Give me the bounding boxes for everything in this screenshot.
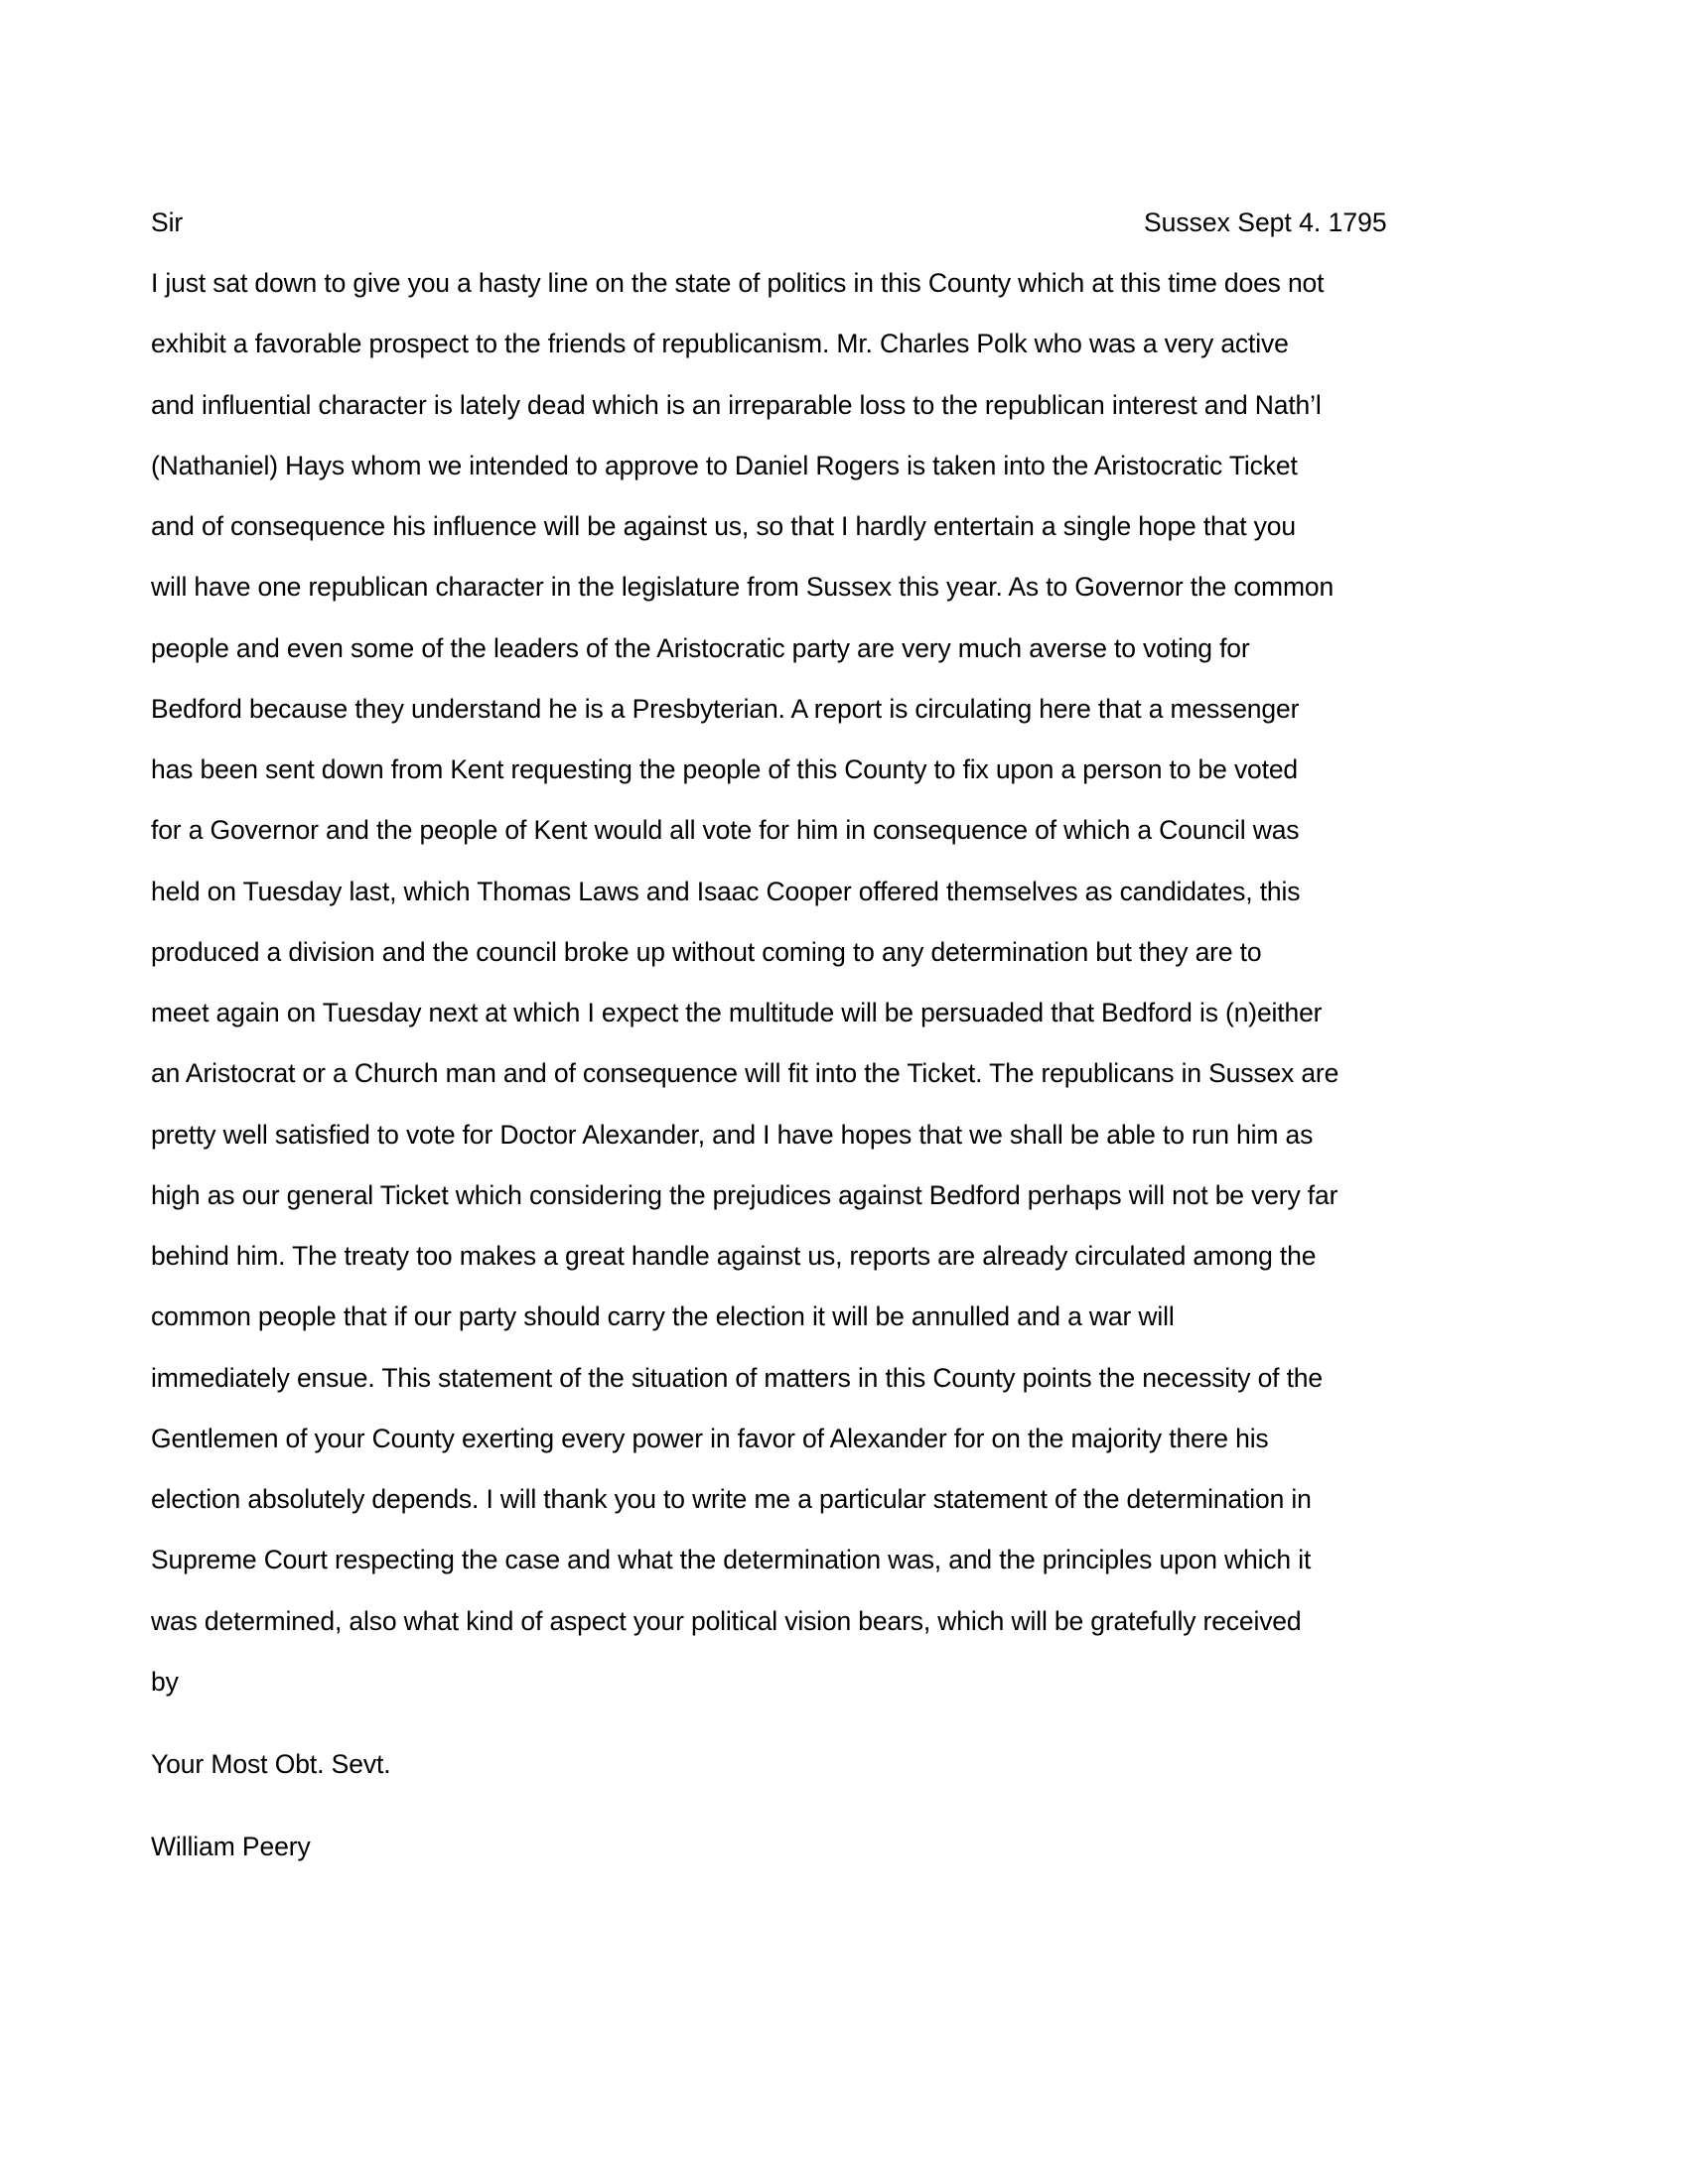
body-line: Supreme Court respecting the case and what the determination was, and the principles upon which it bbox=[151, 1545, 1312, 1575]
body-line: (Nathaniel) Hays whom we intended to approve to Daniel Rogers is taken into the Aristocratic Ticket bbox=[151, 450, 1298, 480]
body-line: has been sent down from Kent requesting the people of this County to fix upon a person to be voted bbox=[151, 754, 1299, 784]
body-line: produced a division and the council broke up without coming to any determination but they are to bbox=[151, 936, 1262, 967]
body-line: and of consequence his influence will be against us, so that I hardly entertain a single hope that you bbox=[151, 511, 1296, 541]
body-line: Gentlemen of your County exerting every power in favor of Alexander for on the majority there his bbox=[151, 1423, 1269, 1453]
dateline: Sussex Sept 4. 1795 bbox=[1144, 207, 1387, 237]
body-line: meet again on Tuesday next at which I expect the multitude will be persuaded that Bedford is (n)either bbox=[151, 998, 1323, 1027]
complimentary-close: Your Most Obt. Sevt. bbox=[151, 1749, 391, 1779]
body-line: and influential character is lately dead which is an irreparable loss to the republican interest and Nath’l bbox=[151, 389, 1322, 420]
body-line: I just sat down to give you a hasty line on the state of politics in this County which at this time does not bbox=[151, 268, 1325, 298]
body-line: people and even some of the leaders of the Aristocratic party are very much averse to voting for bbox=[151, 632, 1250, 663]
body-line: election absolutely depends. I will thank you to write me a particular statement of the determination in bbox=[151, 1484, 1312, 1514]
body-line: was determined, also what kind of aspect your political vision bears, which will be gratefully received bbox=[151, 1605, 1302, 1636]
letter-body bbox=[151, 270, 1561, 1729]
salutation: Sir bbox=[151, 207, 184, 237]
body-line: Bedford because they understand he is a Presbyterian. A report is circulating here that a messenger bbox=[151, 693, 1300, 724]
body-line: by bbox=[151, 1666, 179, 1697]
body-line: immediately ensue. This statement of the situation of matters in this County points the necessity of the bbox=[151, 1362, 1323, 1393]
body-line: behind him. The treaty too makes a great handle against us, reports are already circulated among the bbox=[151, 1241, 1317, 1271]
body-line: will have one republican character in the legislature from Sussex this year. As to Governor the common bbox=[151, 572, 1335, 603]
body-line: common people that if our party should carry the election it will be annulled and a war will bbox=[151, 1301, 1175, 1332]
body-line: high as our general Ticket which considering the prejudices against Bedford perhaps will not be very far bbox=[151, 1179, 1338, 1210]
body-line: pretty well satisfied to vote for Doctor Alexander, and I have hopes that we shall be able to run him as bbox=[151, 1119, 1314, 1150]
body-line: exhibit a favorable prospect to the friends of republicanism. Mr. Charles Polk who was a very active bbox=[151, 329, 1289, 359]
signature: William Peery bbox=[151, 1832, 311, 1861]
body-line: for a Governor and the people of Kent would all vote for him in consequence of which a Council was bbox=[151, 815, 1300, 846]
body-line: an Aristocrat or a Church man and of consequence will fit into the Ticket. The republicans in Sussex are bbox=[151, 1058, 1339, 1089]
body-line: held on Tuesday last, which Thomas Laws and Isaac Cooper offered themselves as candidates, this bbox=[151, 876, 1301, 906]
